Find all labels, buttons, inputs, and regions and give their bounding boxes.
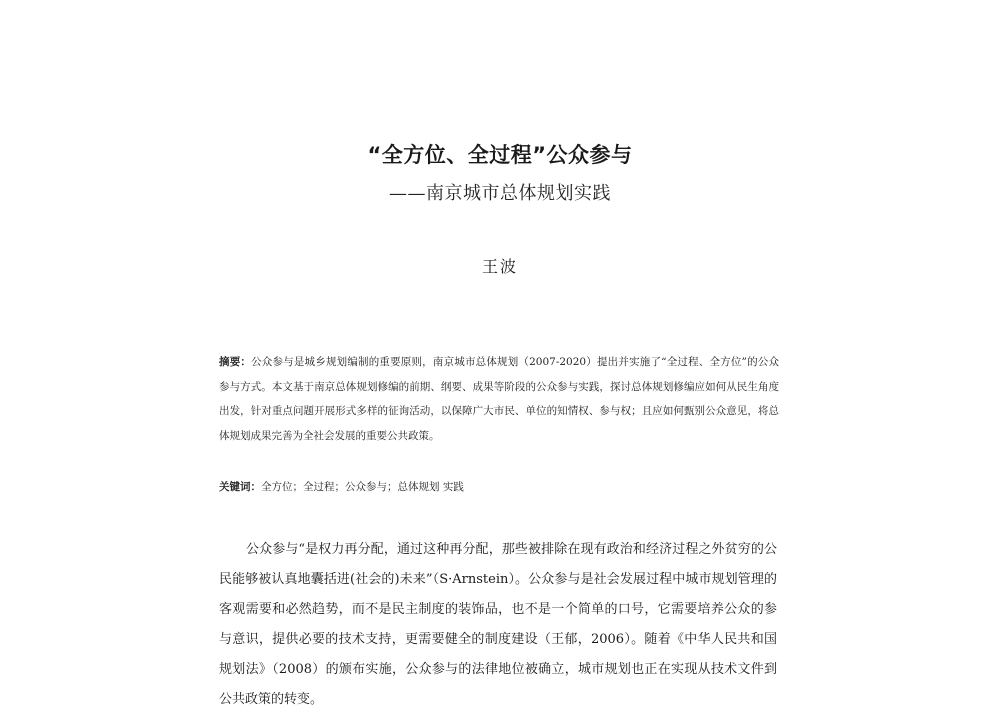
body-paragraph: 公众参与“是权力再分配，通过这种再分配，那些被排除在现有政治和经济过程之外贫穷的公民能够被认真地囊括进(社会的)未来”（S·Arnstein）。公众参与是社会发展过程中城市规划管理的客观需要和必然趋势，而不是民主制度的装饰品，也不是一个简单的口号，它需要培养公众的参与意识，提供必要的技术支持，更需要健全的制度建设（王郁，2006）。随着《中华人民共和国规划法》（2008）的颁布实施，公众参与的法律地位被确立，城市规划也正在实现从技术文件到公共政策的转变。	[219, 542, 777, 707]
abstract	[219, 350, 779, 448]
abstract-label: 摘要：	[219, 356, 252, 368]
author-name: 王波	[481, 257, 518, 276]
paper-subtitle: ——南京城市总体规划实践	[389, 183, 611, 204]
keywords-text: 全方位；全过程；公众参与；总体规划 实践	[261, 481, 464, 493]
abstract-text: 公众参与是城乡规划编制的重要原则，南京城市总体规划（2007-2020）提出并实施了“全过程、全方位”的公众参与方式。本文基于南京总体规划修编的前期、纲要、成果等阶段的公众参与实践，探讨总体规划修编应如何从民生角度出发，针对重点问题开展形式多样的征询活动，以保障广大市民、单位的知情权、参与权；且应如何甄别公众意见，将总体规划成果完善为全社会发展的重要公共政策。	[219, 356, 780, 442]
keywords-label: 关键词：	[219, 481, 261, 493]
paper-title: “全方位、全过程”公众参与	[367, 143, 633, 167]
keywords	[219, 475, 779, 499]
